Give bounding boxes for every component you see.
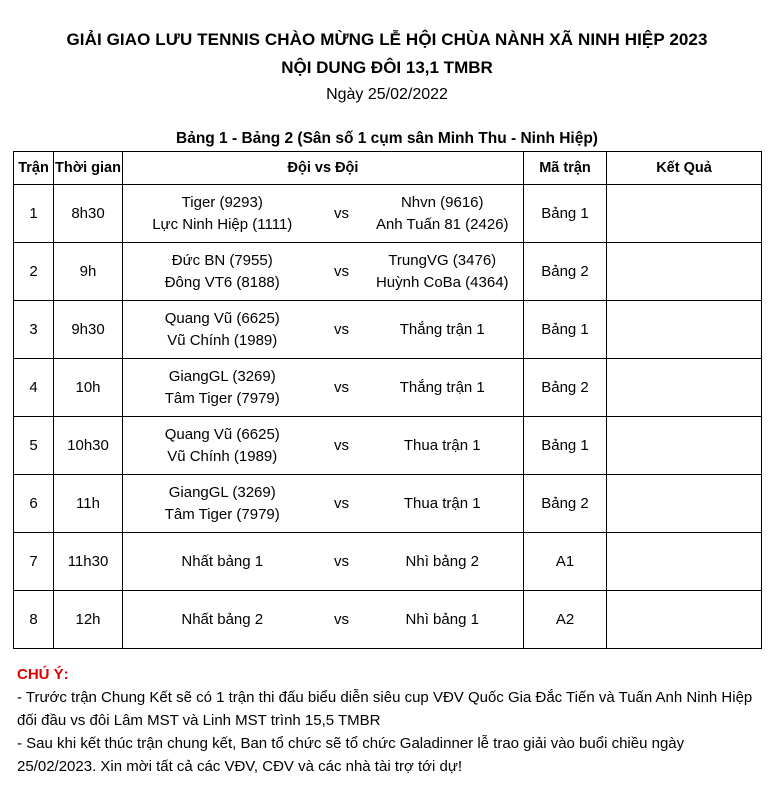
player-name: Lực Ninh Hiệp (1111) xyxy=(152,215,293,233)
match-result-cell xyxy=(607,475,762,533)
header-code: Mã trận xyxy=(524,152,607,185)
player-name: GiangGL (3269) xyxy=(168,367,276,385)
match-time-cell: 9h xyxy=(54,243,123,301)
match-code-cell: A1 xyxy=(524,533,607,591)
match-number-cell: 4 xyxy=(14,359,54,417)
team-a-cell xyxy=(123,301,322,359)
player-name: Nhì bảng 2 xyxy=(405,552,479,570)
match-number-cell: 1 xyxy=(14,185,54,243)
player-name: Thua trận 1 xyxy=(403,494,481,512)
player-name: Quang Vũ (6625) xyxy=(164,309,280,327)
player-name: Nhì bảng 1 xyxy=(405,610,479,628)
match-code-cell: A2 xyxy=(524,591,607,649)
event-category: NỘI DUNG ĐÔI 13,1 TMBR xyxy=(281,58,493,77)
player-name: TrungVG (3476) xyxy=(388,251,497,269)
notes-title: CHÚ Ý: xyxy=(17,666,69,683)
versus-cell: vs xyxy=(322,475,362,533)
board-title: Bảng 1 - Bảng 2 (Sân số 1 cụm sân Minh Thu - Ninh Hiệp) xyxy=(176,130,598,147)
player-name: Anh Tuấn 81 (2426) xyxy=(375,215,509,233)
player-name: Đức BN (7955) xyxy=(171,251,273,269)
match-number-cell: 8 xyxy=(14,591,54,649)
match-number-cell: 2 xyxy=(14,243,54,301)
team-b-cell xyxy=(362,591,524,649)
match-result-cell xyxy=(607,185,762,243)
table-row xyxy=(14,533,762,591)
header-result: Kết Quả xyxy=(607,152,762,185)
match-time-cell: 10h30 xyxy=(54,417,123,475)
versus-cell: vs xyxy=(322,185,362,243)
team-a-cell xyxy=(123,417,322,475)
player-name: Nhvn (9616) xyxy=(400,193,484,211)
header-match: Trận xyxy=(14,152,54,185)
table-row xyxy=(14,185,762,243)
match-result-cell xyxy=(607,359,762,417)
match-code-cell: Bảng 2 xyxy=(524,475,607,533)
versus-cell: vs xyxy=(322,243,362,301)
table-row xyxy=(14,243,762,301)
player-name: Quang Vũ (6625) xyxy=(164,425,280,443)
match-code-cell: Bảng 2 xyxy=(524,359,607,417)
versus-cell: vs xyxy=(322,301,362,359)
event-date: Ngày 25/02/2022 xyxy=(326,86,448,103)
player-name: Nhất bảng 1 xyxy=(181,552,264,570)
player-name: Thắng trận 1 xyxy=(399,320,485,338)
team-a-cell xyxy=(123,359,322,417)
table-row xyxy=(14,591,762,649)
player-name: Tâm Tiger (7979) xyxy=(164,389,280,407)
team-b-cell xyxy=(362,243,524,301)
table-header-row xyxy=(14,152,762,185)
team-b-cell xyxy=(362,475,524,533)
versus-cell: vs xyxy=(322,359,362,417)
team-b-cell xyxy=(362,417,524,475)
player-name: Đông VT6 (8188) xyxy=(164,273,280,291)
team-a-cell xyxy=(123,475,322,533)
match-number-cell: 5 xyxy=(14,417,54,475)
match-time-cell: 9h30 xyxy=(54,301,123,359)
match-number-cell: 6 xyxy=(14,475,54,533)
match-number-cell: 7 xyxy=(14,533,54,591)
match-result-cell xyxy=(607,417,762,475)
player-name: Huỳnh CoBa (4364) xyxy=(375,273,509,291)
match-time-cell: 8h30 xyxy=(54,185,123,243)
note-item: - Trước trận Chung Kết sẽ có 1 trận thi đấu biểu diễn siêu cup VĐV Quốc Gia Đắc Tiến và Tuấn Anh Ninh Hiệp đối đầu vs đôi Lâm MST và Linh MST trình 15,5 TMBR xyxy=(17,689,753,729)
match-schedule-table xyxy=(13,151,762,649)
match-code-cell: Bảng 1 xyxy=(524,301,607,359)
match-result-cell xyxy=(607,533,762,591)
match-time-cell: 10h xyxy=(54,359,123,417)
player-name: Thua trận 1 xyxy=(403,436,481,454)
match-code-cell: Bảng 2 xyxy=(524,243,607,301)
team-b-cell xyxy=(362,359,524,417)
table-row xyxy=(14,301,762,359)
header-time: Thời gian xyxy=(54,152,123,185)
versus-cell: vs xyxy=(322,533,362,591)
note-item: - Sau khi kết thúc trận chung kết, Ban tổ chức sẽ tổ chức Galadinner lễ trao giải vào buổi chiều ngày 25/02/2023. Xin mời tất cả các VĐV, CĐV và các nhà tài trợ tới dự! xyxy=(17,735,685,775)
player-name: Thắng trận 1 xyxy=(399,378,485,396)
player-name: Vũ Chính (1989) xyxy=(167,447,278,465)
player-name: Tâm Tiger (7979) xyxy=(164,505,280,523)
team-b-cell xyxy=(362,533,524,591)
player-name: Nhất bảng 2 xyxy=(181,610,264,628)
match-time-cell: 11h xyxy=(54,475,123,533)
match-time-cell: 11h30 xyxy=(54,533,123,591)
match-result-cell xyxy=(607,243,762,301)
table-row xyxy=(14,475,762,533)
match-time-cell: 12h xyxy=(54,591,123,649)
match-result-cell xyxy=(607,591,762,649)
table-row xyxy=(14,417,762,475)
table-row xyxy=(14,359,762,417)
match-number-cell: 3 xyxy=(14,301,54,359)
document-header xyxy=(0,30,774,105)
team-a-cell xyxy=(123,185,322,243)
versus-cell: vs xyxy=(322,417,362,475)
team-a-cell xyxy=(123,243,322,301)
team-a-cell xyxy=(123,533,322,591)
header-teams: Đội vs Đội xyxy=(123,152,524,185)
player-name: Tiger (9293) xyxy=(181,193,263,211)
notes-section xyxy=(17,663,762,778)
player-name: GiangGL (3269) xyxy=(168,483,276,501)
versus-cell: vs xyxy=(322,591,362,649)
table-body xyxy=(14,185,762,649)
team-a-cell xyxy=(123,591,322,649)
team-b-cell xyxy=(362,301,524,359)
match-code-cell: Bảng 1 xyxy=(524,417,607,475)
match-code-cell: Bảng 1 xyxy=(524,185,607,243)
match-result-cell xyxy=(607,301,762,359)
team-b-cell xyxy=(362,185,524,243)
player-name: Vũ Chính (1989) xyxy=(167,331,278,349)
tournament-title: GIẢI GIAO LƯU TENNIS CHÀO MỪNG LỄ HỘI CHÙA NÀNH XÃ NINH HIỆP 2023 xyxy=(66,30,708,49)
